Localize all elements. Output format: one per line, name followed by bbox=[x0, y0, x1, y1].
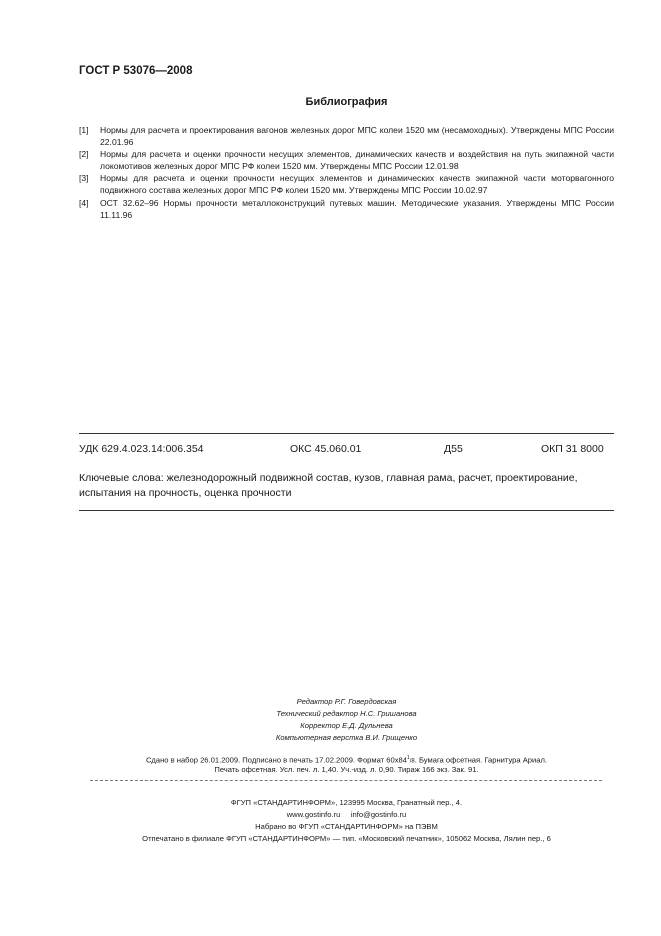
credit-role: Редактор bbox=[296, 697, 333, 706]
keywords bbox=[79, 471, 615, 500]
bibliography-item-text: Нормы для расчета и оценки прочности несущих элементов, динамических качеств и воздействия на путь экипажной части локомотивов железных дорог МПС РФ колеи 1520 мм. Утверждены МПС России 12.01.98 bbox=[100, 149, 614, 171]
bibliography-item bbox=[79, 198, 614, 221]
imprint-line-2: Печать офсетная. Усл. печ. л. 1,40. Уч.-изд. л. 0,90. Тираж 166 экз. Зак. 91. bbox=[214, 765, 479, 774]
standard-number: ГОСТ Р 53076—2008 bbox=[79, 65, 193, 77]
publisher-address: ФГУП «СТАНДАРТИНФОРМ», 123995 Москва, Гранатный пер., 4. bbox=[230, 798, 463, 807]
bibliography-item-number: [3] bbox=[79, 173, 89, 183]
credit-name: Е.Д. Дульнева bbox=[342, 721, 393, 730]
udk-code: УДК 629.4.023.14:006.354 bbox=[79, 443, 204, 455]
publisher-website[interactable]: www.gostinfo.ru bbox=[286, 810, 341, 819]
imprint-text: . Бумага офсетная. Гарнитура Ариал. bbox=[414, 755, 548, 765]
okp-code: ОКП 31 8000 bbox=[541, 443, 604, 455]
format-fraction-bottom: /8 bbox=[409, 758, 415, 765]
credit-corrector bbox=[0, 720, 661, 732]
typeset-note: Набрано во ФГУП «СТАНДАРТИНФОРМ» на ПЭВМ bbox=[255, 822, 438, 831]
publisher-email[interactable]: info@gostinfo.ru bbox=[350, 810, 407, 819]
bibliography-item-text: ОСТ 32.62–96 Нормы прочности металлоконструкций путевых машин. Методические указания. Утверждены МПС России 11.11.96 bbox=[100, 198, 614, 220]
keywords-text: железнодорожный подвижной состав, кузов, главная рама, расчет, проектирование, испытания на прочность, оценка прочности bbox=[79, 472, 578, 499]
credit-name: Н.С. Гришанова bbox=[360, 709, 417, 718]
d-code: Д55 bbox=[444, 443, 463, 455]
dashed-divider bbox=[90, 780, 602, 781]
oks-code: ОКС 45.060.01 bbox=[290, 443, 362, 455]
bibliography-item-text: Нормы для расчета и оценки прочности несущих элементов и динамических качеств экипажной части моторвагонного подвижного состава железных дорог МПС РФ колеи 1520 мм. Утверждены МПС России 10.02.97 bbox=[100, 173, 614, 195]
credit-layout bbox=[0, 732, 661, 744]
bibliography-item-number: [4] bbox=[79, 198, 89, 208]
credit-role: Компьютерная верстка bbox=[275, 733, 364, 742]
bibliography-title: Библиография bbox=[305, 96, 388, 108]
credit-editor bbox=[0, 696, 661, 708]
credit-role: Корректор bbox=[300, 721, 340, 730]
bibliography-item-number: [1] bbox=[79, 125, 89, 135]
bibliography-item bbox=[79, 149, 614, 172]
printed-note: Отпечатано в филиале ФГУП «СТАНДАРТИНФОРМ» — тип. «Московский печатник», 105062 Москва, Лялин пер., 6 bbox=[142, 834, 551, 843]
bibliography-item-text: Нормы для расчета и проектирования вагонов железных дорог МПС колеи 1520 мм (несамоходных). Утверждены МПС России 22.01.96 bbox=[100, 125, 614, 147]
credit-tech-editor bbox=[0, 708, 661, 720]
credit-name: Р.Г. Говердовская bbox=[334, 697, 397, 706]
bibliography-item-number: [2] bbox=[79, 149, 89, 159]
format-fraction-top: 1 bbox=[406, 755, 410, 761]
credit-name: В.И. Грищенко bbox=[365, 733, 418, 742]
bibliography-item bbox=[79, 125, 614, 148]
bibliography-item bbox=[79, 173, 614, 196]
credit-role: Технический редактор bbox=[276, 709, 358, 718]
bottom-divider bbox=[79, 510, 614, 511]
top-divider bbox=[79, 433, 614, 434]
keywords-label: Ключевые слова: bbox=[79, 472, 164, 484]
publisher-contacts bbox=[0, 809, 661, 822]
imprint-text: Сдано в набор 26.01.2009. Подписано в печать 17.02.2009. Формат 60х84 bbox=[145, 755, 407, 765]
